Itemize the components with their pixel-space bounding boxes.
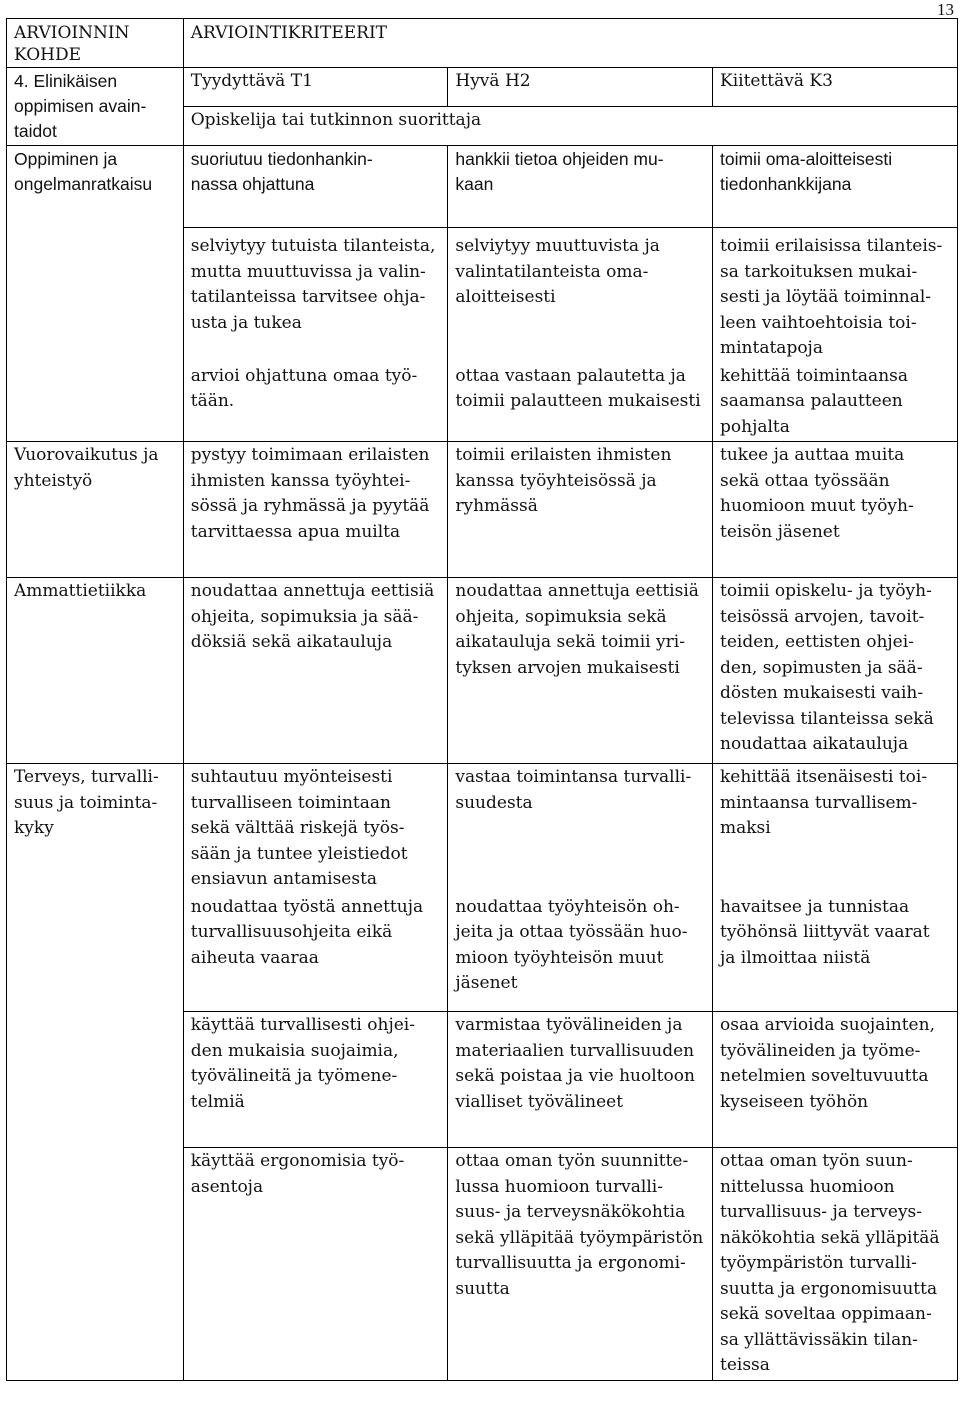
learning2-h2-text: selviytyy muuttuvista ja valintatilanteista oma- aloitteisesti (455, 236, 660, 307)
safety3-t1-text: käyttää turvallisesti ohjei- den mukaisia suojaimia, työvälineitä ja työmene- telmiä (190, 1015, 415, 1112)
safety4-h2-text: ottaa oman työn suunnitte- lussa huomioon turvalli- suus- ja terveysnäkökohtia sekä ylläpitää työympäristön turvallisuutta ja ergonomi- suutta (455, 1151, 704, 1299)
safety4-h2-cell (448, 1148, 713, 1381)
row-label-interaction: Vuorovaikutus ja yhteistyö (14, 445, 159, 491)
safety2-h2-text: noudattaa työyhteisön oh- jeita ja ottaa työssään huo- mioon työyhteisön muut jäsenet (455, 896, 688, 993)
safety1-h2-cell (448, 764, 713, 894)
learning-k3-text: toimii oma-aloitteisesti tiedonhankkijana (720, 149, 893, 194)
learning-t1-text: suoriutuu tiedonhankin- nassa ohjattuna (190, 149, 373, 194)
learning2-k3-text: toimii erilaisissa tilanteis- sa tarkoituksen mukai- sesti ja löytää toiminnal- leen vaihtoehtoisia toi- mintatapoja (720, 236, 943, 358)
level-t1-cell (183, 68, 448, 107)
safety2-k3-text: havaitsee ja tunnistaa työhönsä liittyvät vaarat ja ilmoittaa niistä (720, 896, 930, 968)
header-criteria-cell (183, 19, 957, 68)
header-target-cell (7, 19, 184, 68)
safety1-k3-text: kehittää itsenäisesti toi- mintaansa turvallisem- maksi (720, 767, 928, 838)
learning2-t1-cell (183, 228, 448, 363)
ethics-t1-text: noudattaa annettuja eettisiä ohjeita, sopimuksia ja sää- döksiä sekä aikatauluja (190, 581, 435, 652)
learning3-k3-text: kehittää toimintaansa saamansa palautteen pohjalta (720, 365, 909, 437)
safety1-k3-cell (713, 764, 958, 894)
safety1-h2-text: vastaa toimintansa turvalli- suudesta (455, 767, 692, 813)
interaction-k3-text: tukee ja auttaa muita sekä ottaa työssään huomioon muut työyh- teisön jäsenet (720, 445, 914, 542)
learning3-t1-text: arvioi ohjattuna omaa työ- tään. (190, 365, 418, 411)
learning-h2-cell (448, 146, 713, 228)
safety4-k3-cell (713, 1148, 958, 1381)
ethics-h2-cell (448, 578, 713, 764)
safety2-t1-cell (183, 894, 448, 1012)
interaction-h2-cell (448, 442, 713, 578)
row-label-ethics-cell (7, 578, 184, 764)
learning-t1-cell (183, 146, 448, 228)
learning2-h2-cell (448, 228, 713, 363)
page-number: 13 (937, 0, 954, 19)
row-label-safety: Terveys, turvalli- suus ja toiminta- kyky (14, 767, 159, 838)
subject-cell (183, 107, 957, 146)
learning3-h2-cell (448, 363, 713, 442)
ethics-h2-text: noudattaa annettuja eettisiä ohjeita, sopimuksia sekä aikatauluja sekä toimii yri- tyksen arvojen mukaisesti (455, 581, 699, 678)
criteria-row-safety-1 (7, 764, 958, 894)
level-t1-label: Tyydyttävä T1 (190, 71, 313, 91)
learning3-k3-cell (713, 363, 958, 442)
interaction-h2-text: toimii erilaisten ihmisten kanssa työyhteisössä ja ryhmässä (455, 445, 672, 516)
level-h2-label: Hyvä H2 (455, 71, 531, 91)
safety4-k3-text: ottaa oman työn suun- nittelussa huomioon turvallisuus- ja terveys- näkökohtia sekä ylläpitää työympäristön turvalli- suutta ja ergonomisuutta sekä soveltaa oppimaan- sa yllättävissäkin tilan- teissa (720, 1151, 940, 1375)
learning-k3-cell (713, 146, 958, 228)
header-row-levels (7, 68, 958, 107)
level-h2-cell (448, 68, 713, 107)
ethics-t1-cell (183, 578, 448, 764)
criteria-row-interaction (7, 442, 958, 578)
safety4-t1-cell (183, 1148, 448, 1381)
level-k3-label: Kiitettävä K3 (720, 71, 833, 91)
interaction-t1-text: pystyy toimimaan erilaisten ihmisten kanssa työyhtei- sössä ja ryhmässä ja pyytää tarvittaessa apua muilta (190, 445, 430, 542)
safety3-k3-cell (713, 1012, 958, 1148)
safety3-h2-cell (448, 1012, 713, 1148)
row-label-safety-cell (7, 764, 184, 1381)
interaction-k3-cell (713, 442, 958, 578)
ethics-k3-text: toimii opiskelu- ja työyh- teisössä arvojen, tavoit- teiden, eettisten ohjei- den, sopimusten ja sää- dösten mukaisesti vaih- televissa tilanteissa sekä noudattaa aikatauluja (720, 581, 934, 754)
criteria-row-ethics (7, 578, 958, 764)
header-criteria-title: ARVIOINTIKRITEERIT (190, 23, 388, 43)
level-k3-cell (713, 68, 958, 107)
header-target-title: ARVIOINNIN KOHDE (14, 23, 130, 65)
row-label-ethics: Ammattietiikka (14, 581, 147, 601)
safety3-h2-text: varmistaa työvälineiden ja materiaalien turvallisuuden sekä poistaa ja vie huoltoon vialliset työvälineet (455, 1015, 695, 1112)
row-label-learning-cell (7, 146, 184, 442)
row-label-learning: Oppiminen ja ongelmanratkaisu (14, 149, 153, 194)
criteria-row-learning-1 (7, 146, 958, 228)
safety1-t1-cell (183, 764, 448, 894)
safety1-t1-text: suhtautuu myönteisesti turvalliseen toimintaan sekä välttää riskejä työs- sään ja tuntee yleistiedot ensiavun antamisesta (190, 767, 408, 889)
safety2-k3-cell (713, 894, 958, 1012)
learning3-h2-text: ottaa vastaan palautetta ja toimii palautteen mukaisesti (455, 365, 701, 411)
section-title-cell (7, 68, 184, 146)
learning3-t1-cell (183, 363, 448, 442)
header-row-titles (7, 19, 958, 68)
assessment-criteria-table (6, 18, 958, 1381)
learning2-t1-text: selviytyy tutuista tilanteista, mutta muuttuvissa ja valin- tatilanteissa tarvitsee ohja- usta ja tukea (190, 236, 436, 333)
safety2-h2-cell (448, 894, 713, 1012)
safety3-t1-cell (183, 1012, 448, 1148)
subject-label: Opiskelija tai tutkinnon suorittaja (190, 110, 482, 130)
safety2-t1-text: noudattaa työstä annettuja turvallisuusohjeita eikä aiheuta vaaraa (190, 896, 424, 968)
row-label-interaction-cell (7, 442, 184, 578)
safety4-t1-text: käyttää ergonomisia työ- asentoja (190, 1151, 405, 1197)
interaction-t1-cell (183, 442, 448, 578)
safety3-k3-text: osaa arvioida suojainten, työvälineiden ja työme- netelmien soveltuvuutta kyseiseen työhön (720, 1015, 935, 1112)
ethics-k3-cell (713, 578, 958, 764)
section-title: 4. Elinikäisen oppimisen avain- taidot (14, 71, 147, 141)
learning-h2-text: hankkii tietoa ohjeiden mu- kaan (455, 149, 664, 194)
learning2-k3-cell (713, 228, 958, 363)
